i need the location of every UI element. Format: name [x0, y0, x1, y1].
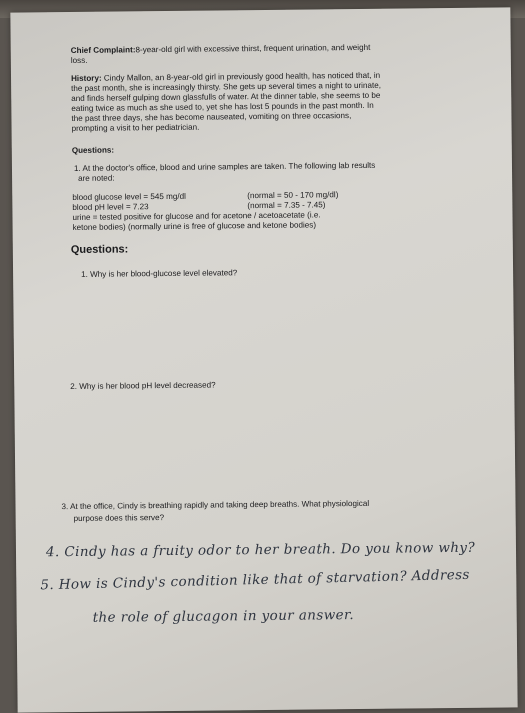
lab-urine: urine = tested positive for glucose and for acetone / acetoacetate (i.e.: [72, 210, 321, 222]
lab-ph: blood pH level = 7.23: [72, 202, 149, 212]
handwritten-question-4: 4. Cindy has a fruity odor to her breath. Do you know why?: [45, 539, 476, 561]
lab-ph-normal: (normal = 7.35 - 7.45): [247, 200, 326, 211]
chief-complaint-text: 8-year-old girl with excessive thirst, frequent urination, and weight: [135, 42, 371, 55]
history-line: the past month, she is increasingly thirsty. She gets up several times a night to urinate,: [71, 80, 382, 94]
item-1-line: are noted:: [78, 173, 115, 183]
questions-heading: Questions:: [71, 145, 115, 156]
chief-complaint-label: Chief Complaint:: [70, 45, 136, 56]
lab-urine-cont: ketone bodies) (normally urine is free of glucose and ketone bodies): [72, 220, 317, 232]
chief-complaint: [71, 43, 371, 57]
handwritten-question-5: 5. How is Cindy's condition like that of starvation? Address: [40, 566, 470, 594]
handwritten-question-5-cont: the role of glucagon in your answer.: [92, 607, 355, 626]
question-3-cont: purpose does this serve?: [73, 513, 165, 524]
history-line: and finds herself gulping down glassfulls of water. At the dinner table, she seems to be: [71, 90, 381, 104]
item-1-line: 1. At the doctor's office, blood and urine samples are taken. The following lab results: [73, 160, 376, 173]
question-1: 1. Why is her blood-glucose level elevated?: [81, 268, 238, 279]
question-3: 3. At the office, Cindy is breathing rapidly and taking deep breaths. What physiological: [61, 498, 370, 512]
lab-glucose-normal: (normal = 50 - 170 mg/dl): [247, 190, 339, 201]
history-line: History: Cindy Mallon, an 8-year-old girl in previously good health, has noticed that, in: [70, 70, 381, 84]
lab-glucose: blood glucose level = 545 mg/dl: [72, 191, 186, 202]
question-2: 2. Why is her blood pH level decreased?: [70, 380, 216, 392]
chief-complaint-text-cont: loss.: [70, 55, 88, 66]
history-line: eating twice as much as she used to, yet she has lost 5 pounds in the past month. In: [71, 100, 374, 114]
worksheet-page: [10, 7, 517, 712]
history-line: the past three days, she has become nauseated, vomiting on three occasions,: [71, 111, 352, 124]
questions-heading: Questions:: [70, 243, 129, 257]
history-line: prompting a visit to her pediatrician.: [71, 122, 200, 134]
history-label: History:: [70, 73, 102, 84]
